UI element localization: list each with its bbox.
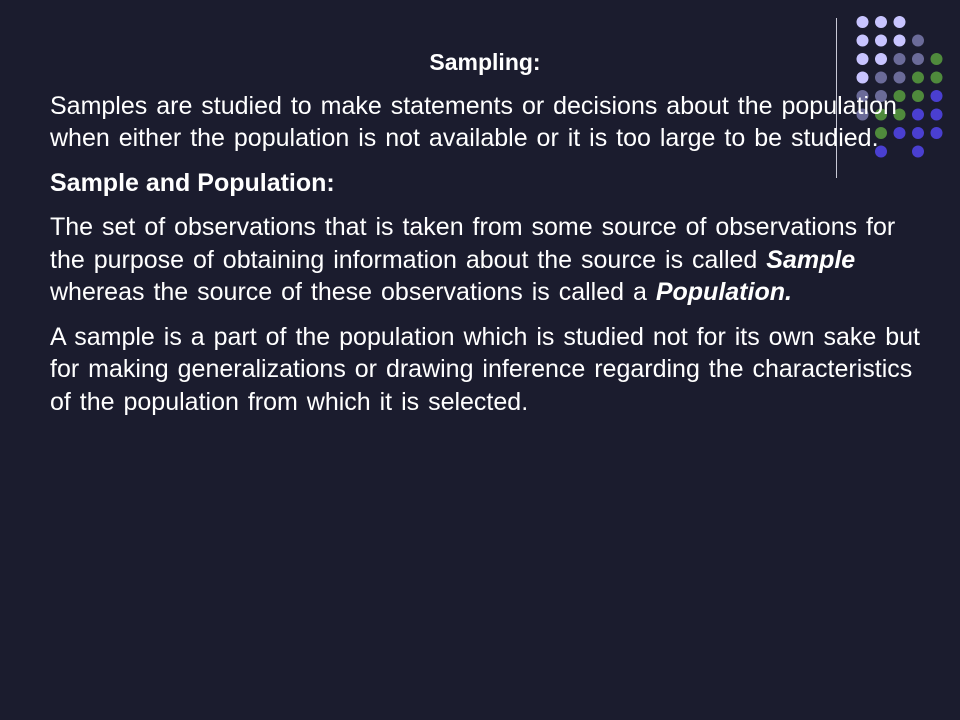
decorative-dot [894, 35, 906, 47]
decorative-dot [894, 16, 906, 28]
decorative-dot [912, 35, 924, 47]
decorative-dot [931, 109, 943, 121]
decorative-dot [875, 16, 887, 28]
decorative-dot [931, 127, 943, 139]
definition-text-1: The set of observations that is taken from some source of observations for the purpose of obtaining information about the source is called [50, 213, 896, 274]
section-heading: Sample and Population: [50, 168, 335, 197]
decorative-dot [857, 16, 869, 28]
intro-paragraph: Samples are studied to make statements or decisions about the population when either the population is not available or it is too large to be studied. [50, 91, 897, 153]
explanation-paragraph: A sample is a part of the population which is studied not for its own sake but for making generalizations or drawing inference regarding the characteristics of the population from which it is selected. [50, 322, 920, 416]
decorative-dot [931, 53, 943, 65]
term-sample: Sample [766, 245, 856, 274]
decorative-dot [931, 90, 943, 102]
slide-title: Sampling: [429, 49, 541, 75]
definition-paragraph [50, 211, 920, 309]
definition-text-2: whereas the source of these observations is called a [50, 278, 656, 307]
decorative-dot [931, 72, 943, 84]
decorative-dot [875, 35, 887, 47]
decorative-dot [857, 35, 869, 47]
slide-content [50, 48, 920, 430]
term-population: Population. [655, 278, 792, 307]
